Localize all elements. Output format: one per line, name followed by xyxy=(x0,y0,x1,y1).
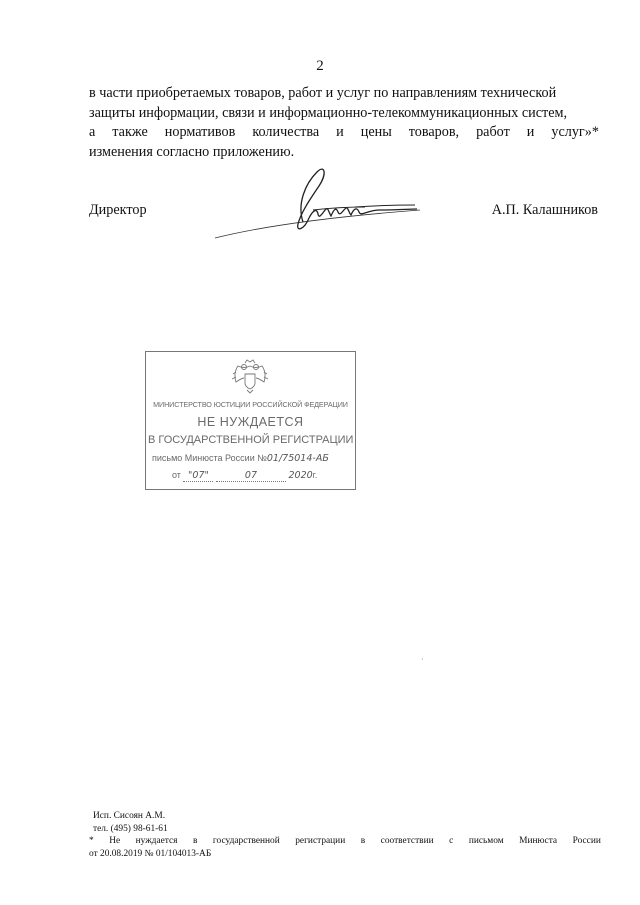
body-word: услуг»* xyxy=(551,124,599,140)
footnote-word: в xyxy=(360,836,366,846)
body-line-2: защиты информации, связи и информационно-телекоммуникационных систем, xyxy=(89,104,568,121)
stamp-date-month: 07 xyxy=(216,470,286,482)
footnote-word: с xyxy=(449,836,454,846)
footnote-word: в xyxy=(192,836,198,846)
footnote-line-1 xyxy=(89,835,601,848)
stamp-letter-label: письмо Минюста России № xyxy=(152,453,267,463)
body-word: и xyxy=(526,124,535,140)
footnote-word: регистрации xyxy=(295,836,346,846)
body-word: количества xyxy=(252,124,320,140)
footnote-word: России xyxy=(572,836,601,846)
footnote-word: письмом xyxy=(468,836,504,846)
director-name: А.П. Калашников xyxy=(491,202,598,218)
stamp-date-prefix: от xyxy=(172,470,181,480)
stamp-registry: В ГОСУДАРСТВЕННОЙ РЕГИСТРАЦИИ xyxy=(148,434,354,446)
stamp-date-suffix: г. xyxy=(312,470,318,480)
body-word: также xyxy=(112,124,148,140)
body-line-4: изменения согласно приложению. xyxy=(89,143,295,160)
stamp-date-year: 2020 xyxy=(288,470,313,481)
body-word: работ xyxy=(476,124,510,140)
footnote-line-2: от 20.08.2019 № 01/104013-АБ xyxy=(89,848,212,859)
body-text xyxy=(89,84,599,162)
footnote-word: * xyxy=(89,836,94,846)
body-word: товаров, xyxy=(408,124,460,140)
executor-phone: тел. (495) 98-61-61 xyxy=(93,823,168,834)
stray-mark: · xyxy=(421,655,424,664)
ministry-stamp xyxy=(145,351,356,490)
stamp-letter xyxy=(152,453,329,464)
footnote-word: Минюста xyxy=(519,836,558,846)
body-line-3 xyxy=(89,123,599,143)
stamp-date-day: "07" xyxy=(183,470,213,482)
body-word: нормативов xyxy=(164,124,236,140)
footnote-word: государственной xyxy=(212,836,280,846)
page-number: 2 xyxy=(316,58,324,74)
double-headed-eagle-emblem-icon xyxy=(230,358,270,394)
body-word: цены xyxy=(360,124,392,140)
director-title: Директор xyxy=(89,202,147,218)
stamp-ministry: МИНИСТЕРСТВО ЮСТИЦИИ РОССИЙСКОЙ ФЕДЕРАЦИИ xyxy=(153,400,348,409)
footnote-word: Не xyxy=(109,836,121,846)
stamp-letter-number: 01/75014-АБ xyxy=(266,453,329,464)
body-word: и xyxy=(336,124,344,140)
stamp-date xyxy=(172,470,317,482)
handwritten-signature xyxy=(205,160,430,250)
body-line-1: в части приобретаемых товаров, работ и услуг по направлениям технической xyxy=(89,85,557,101)
footnote-word: соответствии xyxy=(380,836,434,846)
footer xyxy=(89,810,601,860)
body-word: а xyxy=(89,124,96,140)
stamp-status: НЕ НУЖДАЕТСЯ xyxy=(197,415,304,429)
footnote-word: нуждается xyxy=(135,836,178,846)
executor: Исп. Сисоян А.М. xyxy=(93,811,166,821)
